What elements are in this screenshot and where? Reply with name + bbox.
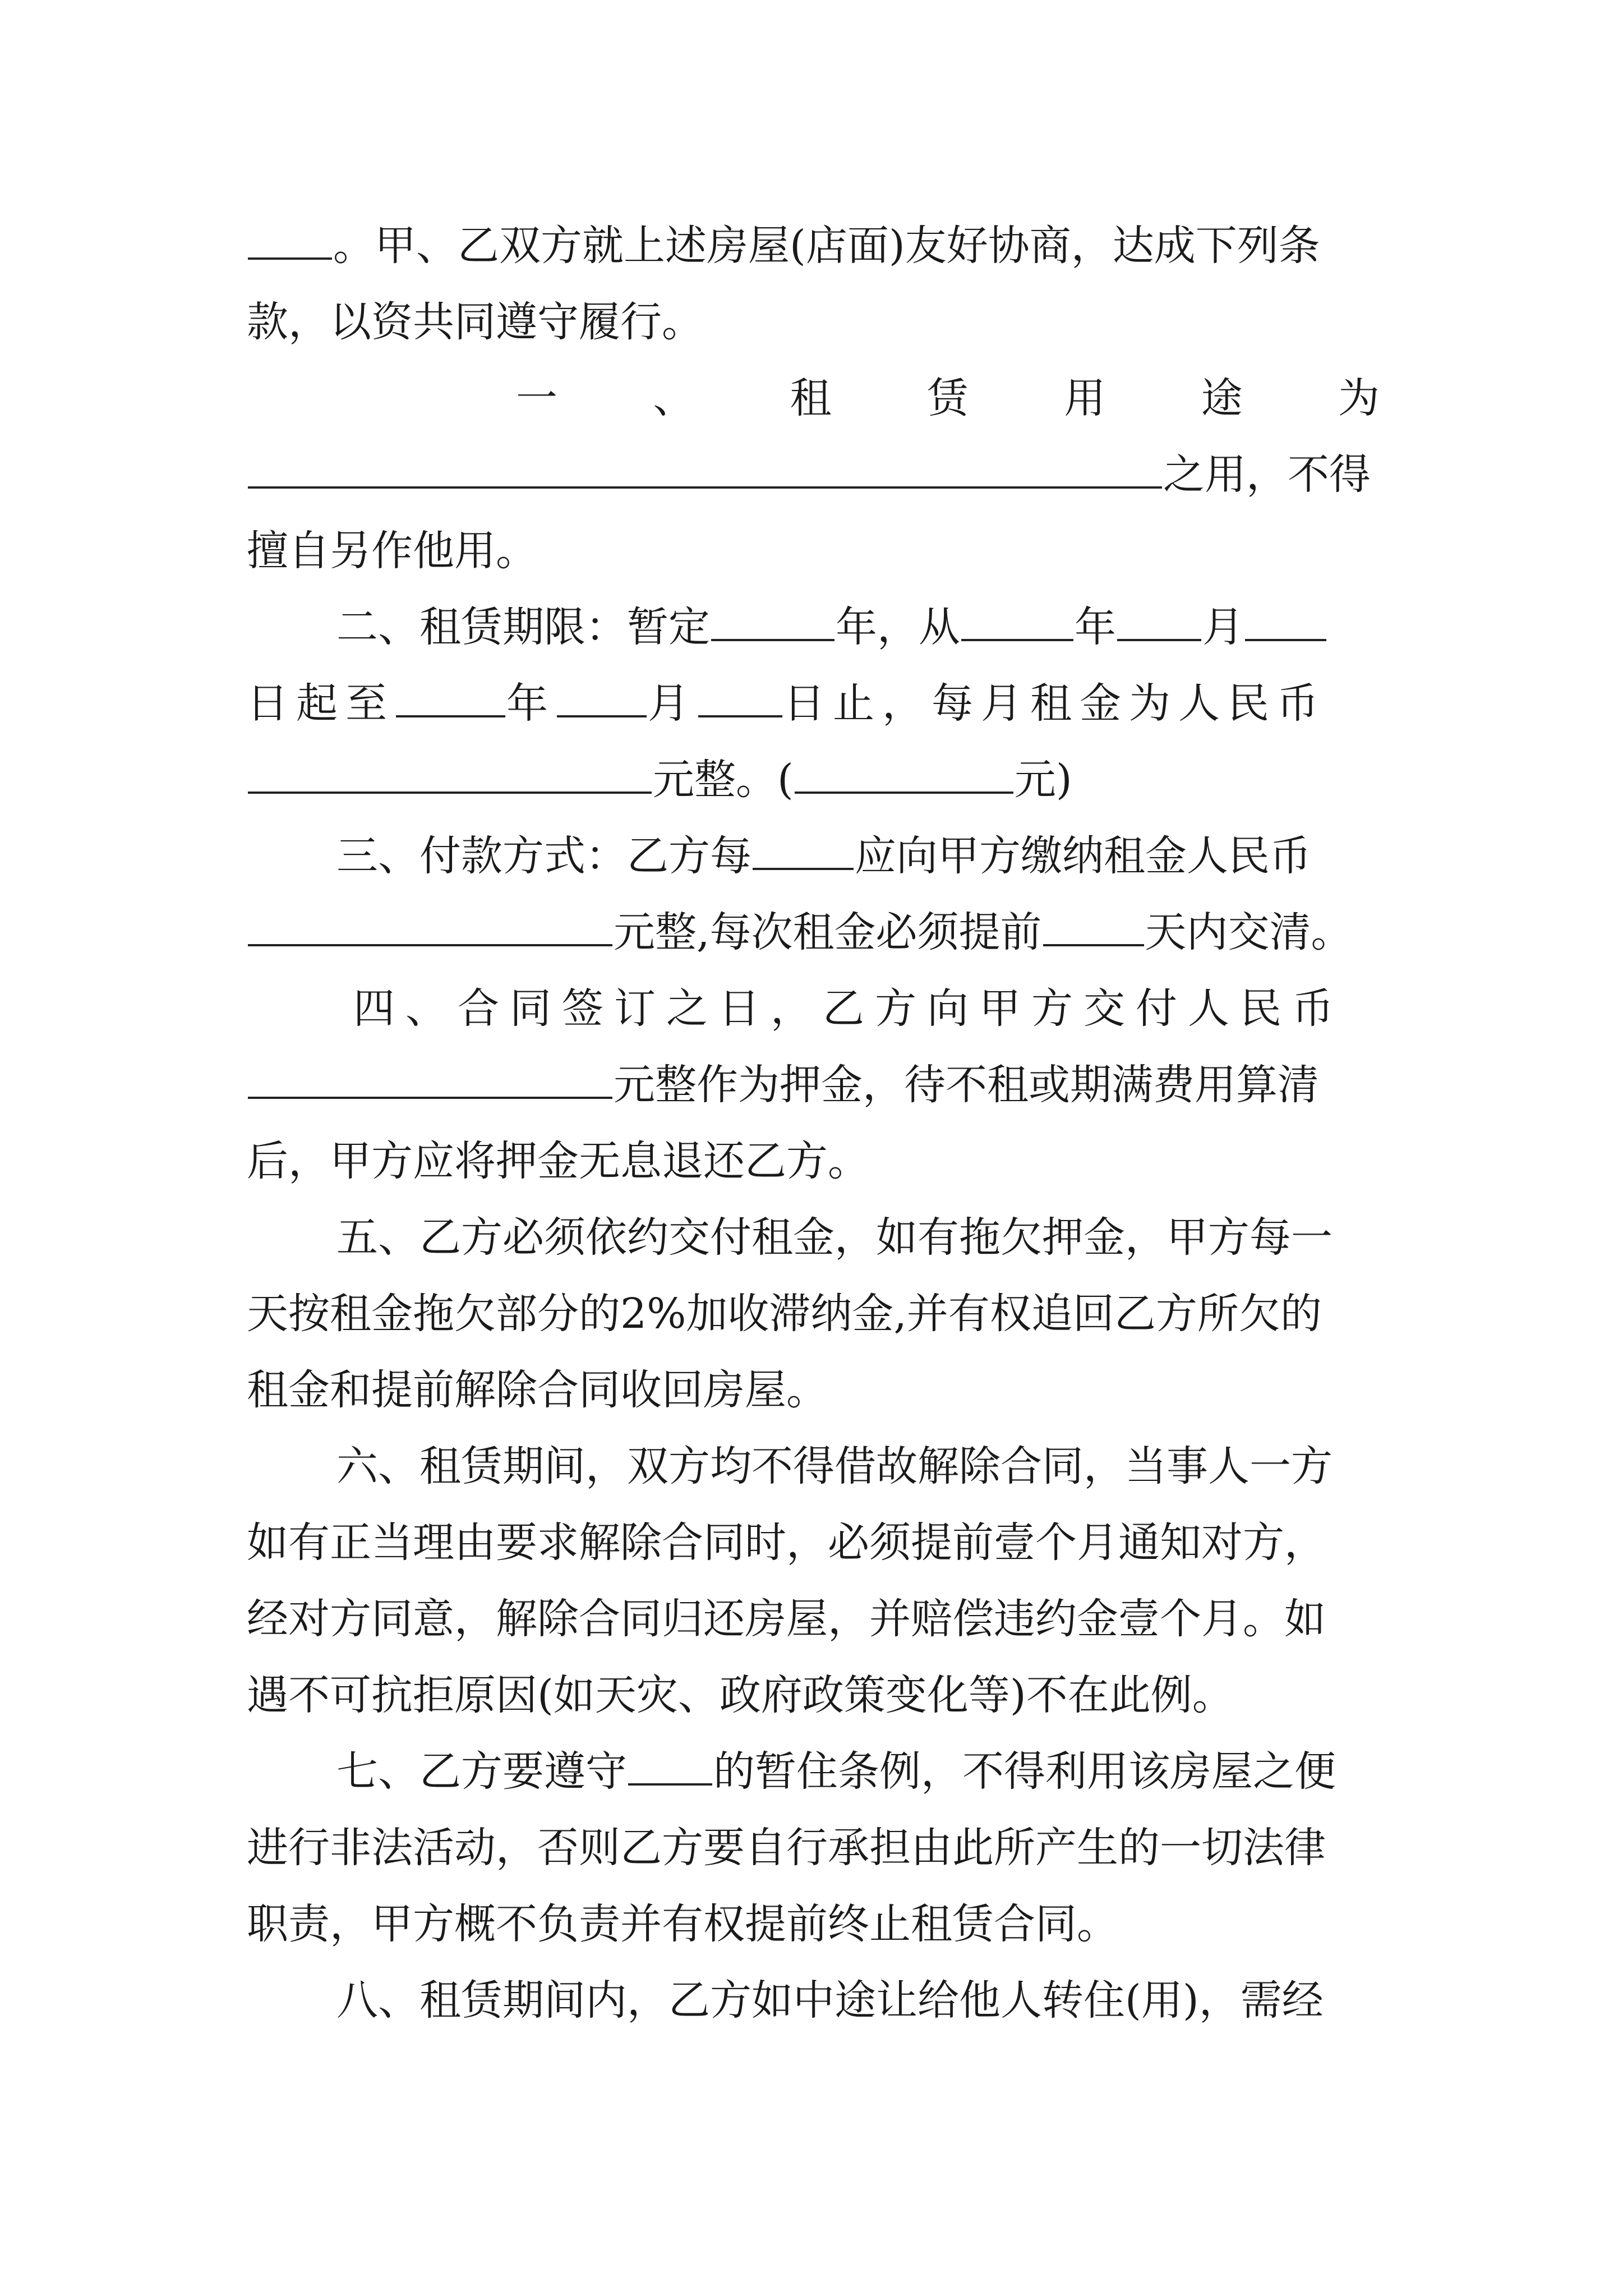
blank-field (248, 453, 1162, 489)
clause-7-line-2 (247, 1810, 1380, 1886)
clause-2-line-1 (247, 589, 1380, 665)
clause-2-line-3 (247, 742, 1380, 818)
text-segment: 八、租赁期间内，乙方如中途让给他人转住(用)，需经 (336, 1976, 1324, 2024)
text-segment: 三、付款方式：乙方每 (336, 832, 751, 880)
paragraph-intro-line-2 (247, 284, 1380, 360)
clause-3-line-1 (247, 818, 1380, 894)
blank-field (248, 910, 612, 946)
clause-1-line-3 (247, 513, 1380, 589)
blank-field (795, 758, 1013, 794)
text-char: 途 (1201, 374, 1243, 422)
text-segment: 遇不可抗拒原因(如天灾、政府政策变化等)不在此例。 (247, 1671, 1234, 1719)
text-segment: 元) (1014, 756, 1072, 804)
text-segment: 元整,每次租金必须提前 (614, 908, 1042, 956)
blank-field (711, 605, 834, 641)
text-char: 赁 (926, 374, 969, 422)
text-segment: 后，甲方应将押金无息退还乙方。 (247, 1137, 869, 1185)
blank-field (1245, 605, 1326, 641)
text-segment: 月 (1202, 603, 1244, 651)
text-char: 用 (1064, 374, 1106, 422)
text-segment: 应向甲方缴纳租金人民币 (855, 832, 1311, 880)
text-char: 一 (516, 374, 557, 422)
clause-6-line-2 (247, 1504, 1380, 1581)
text-segment: 之用，不得 (1163, 450, 1371, 499)
text-segment: 进行非法活动，否则乙方要自行承担由此所产生的一切法律 (247, 1824, 1326, 1872)
clause-4-line-3 (247, 1123, 1380, 1199)
blank-field (396, 682, 505, 717)
text-segment: 元整作为押金，待不租或期满费用算清 (614, 1061, 1319, 1109)
text-segment: 职责，甲方概不负责并有权提前终止租赁合同。 (247, 1900, 1118, 1948)
blank-field (698, 682, 782, 717)
clause-4-line-1 (247, 970, 1380, 1047)
paragraph-intro-line-1 (247, 208, 1380, 284)
text-segment: 元整。( (653, 756, 794, 804)
text-segment: 款，以资共同遵守履行。 (247, 298, 703, 346)
clause-3-line-2 (247, 894, 1380, 970)
text-segment: 的暂住条例，不得利用该房屋之便 (713, 1747, 1336, 1796)
clause-7-line-1 (247, 1733, 1380, 1810)
text-segment: 六、租赁期间，双方均不得借故解除合同，当事人一方 (336, 1442, 1332, 1490)
blank-field (248, 224, 332, 260)
blank-field (1043, 910, 1144, 946)
text-segment: 七、乙方要遵守 (336, 1747, 627, 1796)
text-segment: 天按租金拖欠部分的2%加收滞纳金,并有权追回乙方所欠的 (247, 1290, 1322, 1338)
clause-1-line-2 (247, 436, 1380, 513)
blank-field (1117, 605, 1201, 641)
text-segment: 年 (506, 679, 556, 728)
blank-field (248, 1063, 612, 1099)
text-segment: 五、乙方必须依约交付租金，如有拖欠押金，甲方每一 (336, 1213, 1332, 1262)
clause-6-line-3 (247, 1581, 1380, 1657)
text-char: 为 (1338, 374, 1380, 422)
text-char: 、 (653, 374, 695, 422)
document-page (247, 208, 1380, 2039)
text-char: 租 (790, 374, 832, 422)
blank-field (557, 682, 647, 717)
text-segment: 二、租赁期限：暂定 (336, 603, 710, 651)
clause-6-line-1 (247, 1428, 1380, 1504)
blank-field (753, 834, 854, 870)
text-segment: 年 (1075, 603, 1116, 651)
clause-5-line-1 (247, 1199, 1380, 1276)
text-segment: 。甲、乙双方就上述房屋(店面)友好协商，达成下列条 (333, 222, 1320, 270)
blank-field (248, 758, 652, 794)
text-segment: 擅自另作他用。 (247, 527, 537, 575)
text-segment: 租金和提前解除合同收回房屋。 (247, 1366, 828, 1414)
text-segment: 如有正当理由要求解除合同时，必须提前壹个月通知对方， (247, 1519, 1326, 1567)
blank-field (628, 1750, 712, 1786)
text-segment: 四、合同签订之日，乙方向甲方交付人民币 (353, 984, 1344, 1033)
text-segment: 日止，每月租金为人民币 (783, 679, 1326, 728)
clause-5-line-3 (247, 1352, 1380, 1428)
clause-6-line-4 (247, 1657, 1380, 1733)
text-segment: 天内交清。 (1145, 908, 1353, 956)
clause-5-line-2 (247, 1276, 1380, 1352)
text-segment: 经对方同意，解除合同归还房屋，并赔偿违约金壹个月。如 (247, 1595, 1326, 1643)
clause-2-line-2 (247, 665, 1380, 742)
text-segment: 年，从 (836, 603, 960, 651)
clause-7-line-3 (247, 1886, 1380, 1962)
clause-4-line-2 (247, 1047, 1380, 1123)
clause-8-line-1 (247, 1962, 1380, 2039)
text-segment: 日起至 (247, 679, 395, 728)
text-segment: 月 (648, 679, 697, 728)
blank-field (961, 605, 1073, 641)
clause-1-line-1 (247, 360, 1380, 436)
